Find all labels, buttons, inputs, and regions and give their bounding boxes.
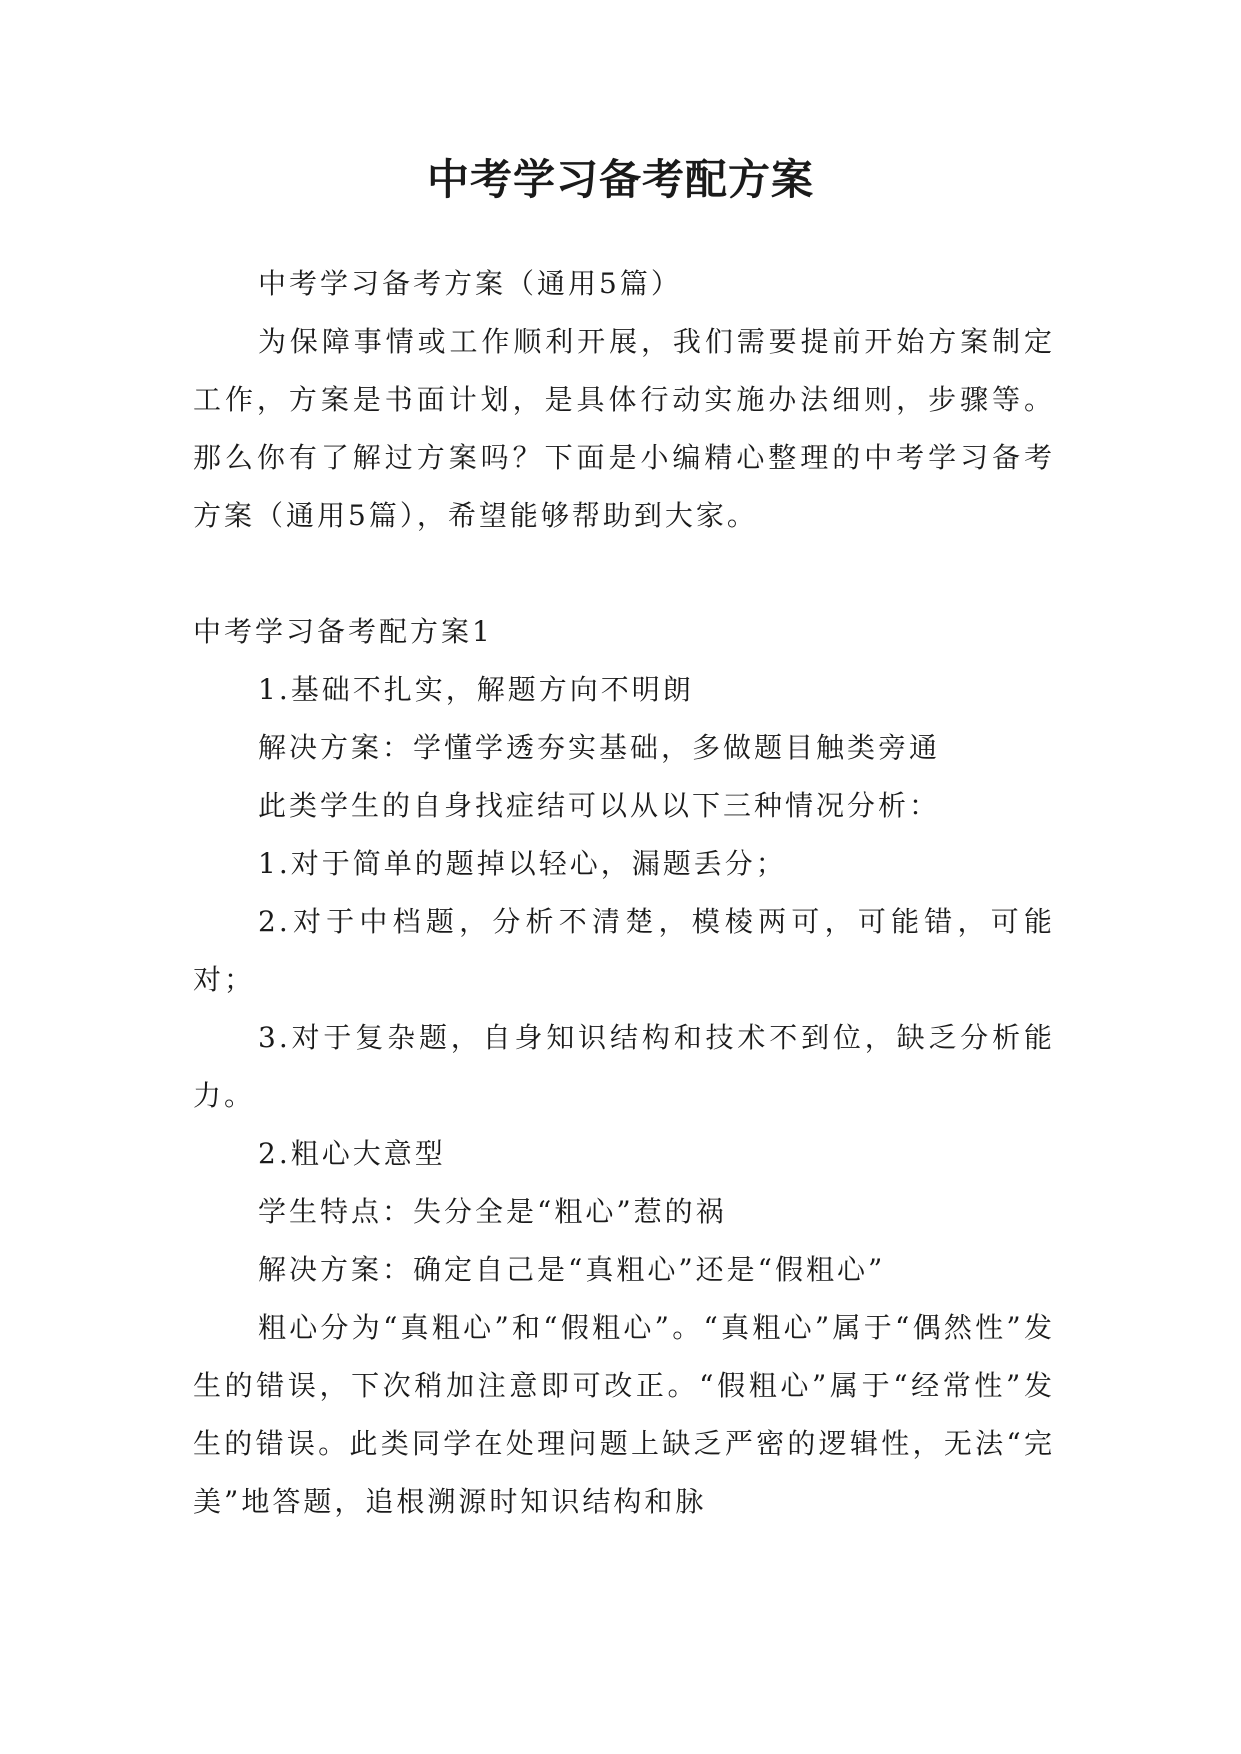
paragraph-solution-1: 解决方案：学懂学透夯实基础，多做题目触类旁通 [258,731,941,764]
paragraph-analysis-intro: 此类学生的自身找症结可以从以下三种情况分析： [258,789,941,822]
document-body [193,255,1055,1531]
paragraph-problem-1: 1.基础不扎实，解题方向不明朗 [258,673,694,706]
intro-subtitle: 中考学习备考方案（通用5篇） [258,267,682,300]
paragraph-problem-2: 2.粗心大意型 [258,1137,446,1170]
paragraph-case-3: 3.对于复杂题，自身知识结构和技术不到位，缺乏分析能力。 [193,1021,1055,1112]
section-heading: 中考学习备考配方案1 [193,615,493,648]
intro-paragraph: 为保障事情或工作顺利开展，我们需要提前开始方案制定工作，方案是书面计划，是具体行动实施办法细则，步骤等。那么你有了解过方案吗？下面是小编精心整理的中考学习备考方案（通用5篇），希望能够帮助到大家。 [193,325,1055,532]
paragraph-carelessness-explanation: 粗心分为“真粗心”和“假粗心”。“真粗心”属于“偶然性”发生的错误，下次稍加注意即可改正。“假粗心”属于“经常性”发生的错误。此类同学在处理问题上缺乏严密的逻辑性，无法“完美”地答题，追根溯源时知识结构和脉 [193,1311,1055,1518]
document-title: 中考学习备考配方案 [426,155,814,204]
paragraph-traits-2: 学生特点：失分全是“粗心”惹的祸 [258,1195,727,1228]
paragraph-case-2: 2.对于中档题，分析不清楚，模棱两可，可能错，可能对； [193,905,1055,996]
paragraph-case-1: 1.对于简单的题掉以轻心，漏题丢分； [258,847,787,880]
paragraph-solution-2: 解决方案：确定自己是“真粗心”还是“假粗心” [258,1253,886,1286]
